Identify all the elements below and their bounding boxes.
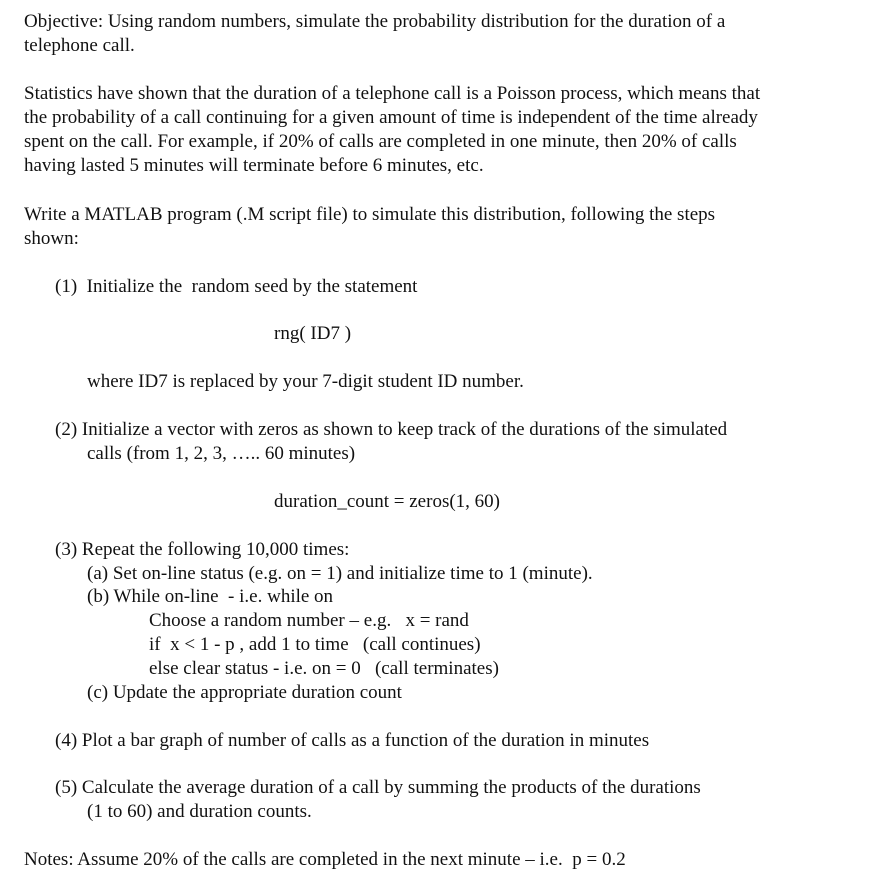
objective-line-1: Objective: Using random numbers, simulate the probability distribution for the duration of a	[24, 11, 726, 32]
step3-item-a: (a) Set on-line status (e.g. on = 1) and initialize time to 1 (minute).	[87, 563, 593, 584]
step3-heading: (3) Repeat the following 10,000 times:	[55, 539, 350, 560]
step4-line-1: (4) Plot a bar graph of number of calls as a function of the duration in minutes	[55, 730, 650, 751]
statistics-line-4: having lasted 5 minutes will terminate before 6 minutes, etc.	[24, 155, 484, 176]
statistics-line-3: spent on the call. For example, if 20% of calls are completed in one minute, then 20% of calls	[24, 131, 737, 152]
instruction-line-1: Write a MATLAB program (.M script file) to simulate this distribution, following the steps	[24, 204, 716, 225]
step1-heading: (1) Initialize the random seed by the statement	[55, 276, 418, 297]
objective-line-2: telephone call.	[24, 35, 135, 56]
step1-note: where ID7 is replaced by your 7-digit student ID number.	[87, 371, 524, 392]
step3-item-b-line-3: else clear status - i.e. on = 0 (call terminates)	[149, 658, 499, 679]
step2-line-1: (2) Initialize a vector with zeros as shown to keep track of the durations of the simulated	[55, 419, 728, 440]
statistics-line-1: Statistics have shown that the duration of a telephone call is a Poisson process, which means that	[24, 83, 761, 104]
step5-line-1: (5) Calculate the average duration of a call by summing the products of the durations	[55, 777, 701, 798]
step5-line-2: (1 to 60) and duration counts.	[87, 801, 312, 822]
step2-code: duration_count = zeros(1, 60)	[274, 491, 500, 512]
step1-code: rng( ID7 )	[274, 323, 352, 344]
statistics-line-2: the probability of a call continuing for a given amount of time is independent of the time already	[24, 107, 758, 128]
instruction-line-2: shown:	[24, 228, 79, 249]
step3-item-c: (c) Update the appropriate duration count	[87, 682, 402, 703]
step3-item-b-line-1: Choose a random number – e.g. x = rand	[149, 610, 469, 631]
step2-line-2: calls (from 1, 2, 3, ….. 60 minutes)	[87, 443, 356, 464]
step3-item-b: (b) While on-line - i.e. while on	[87, 586, 334, 607]
notes-line-1: Notes: Assume 20% of the calls are completed in the next minute – i.e. p = 0.2	[24, 849, 626, 870]
step3-item-b-line-2: if x < 1 - p , add 1 to time (call continues)	[149, 634, 481, 655]
